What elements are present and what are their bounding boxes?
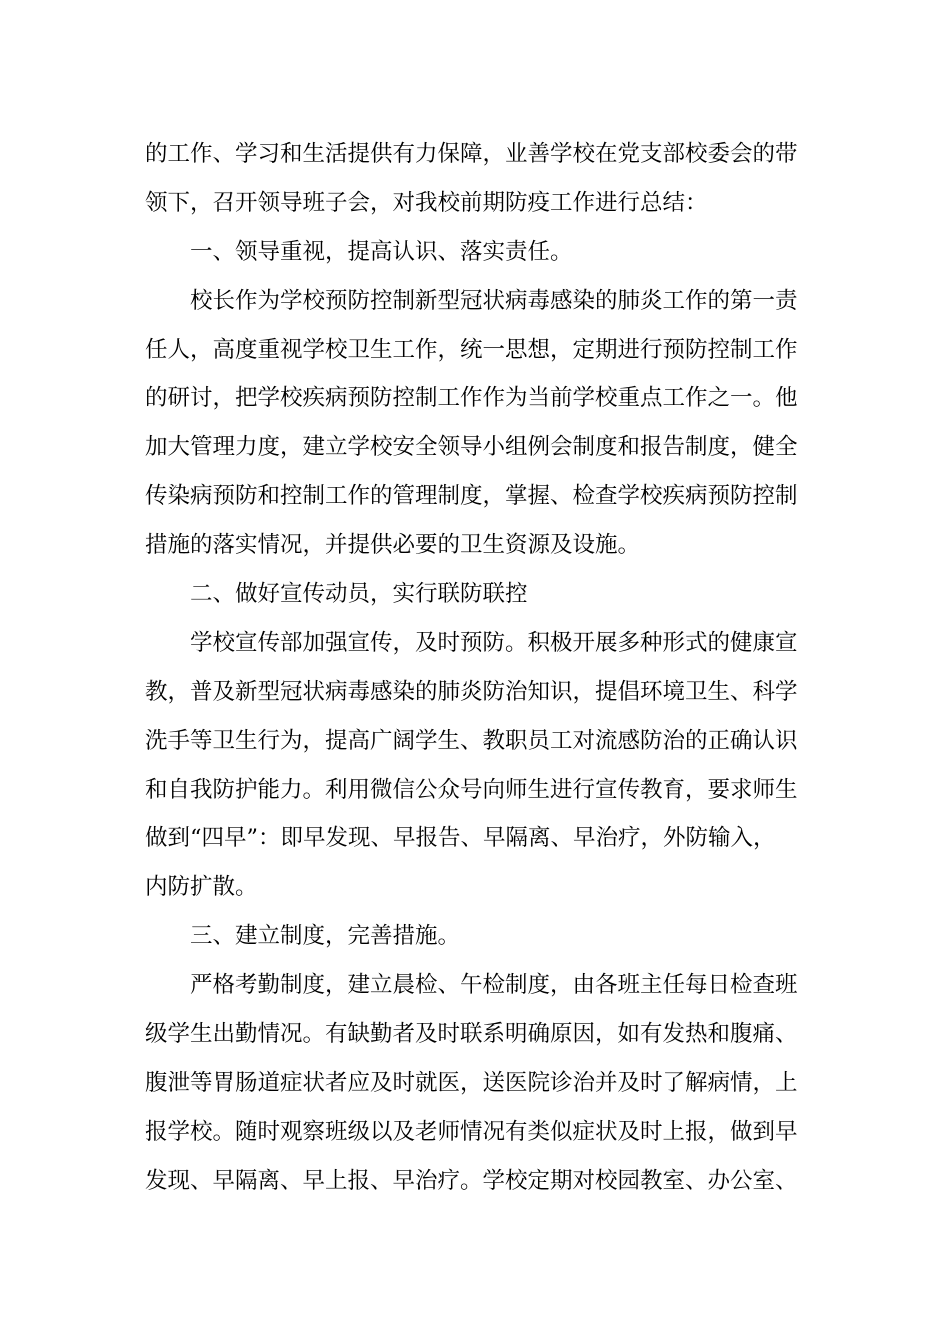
text-line-4: 校长作为学校预防控制新型冠状病毒感染的肺炎工作的第一责: [190, 287, 798, 314]
text-line-8: 传染病预防和控制工作的管理制度，掌握、检查学校疾病预防控制: [145, 483, 798, 510]
text-line-13: 洗手等卫生行为，提高广阔学生、教职员工对流感防治的正确认识: [145, 727, 798, 754]
section-heading-2: 二、做好宣传动员，实行联防联控: [190, 581, 528, 608]
text-line-9: 措施的落实情况，并提供必要的卫生资源及设施。: [145, 532, 641, 559]
text-line-15: 做到“四早”：即早发现、早报告、早隔离、早治疗，外防输入，: [145, 825, 776, 852]
text-line-22: 发现、早隔离、早上报、早治疗。学校定期对校园教室、办公室、: [145, 1167, 798, 1194]
section-heading-1: 一、领导重视，提高认识、落实责任。: [190, 238, 573, 265]
text-line-5: 任人，高度重视学校卫生工作，统一思想，定期进行预防控制工作: [145, 336, 798, 363]
text-line-18: 严格考勤制度，建立晨检、午检制度，由各班主任每日检查班: [190, 972, 798, 999]
text-line-6: 的研讨，把学校疾病预防控制工作作为当前学校重点工作之一。他: [145, 385, 798, 412]
text-line-16: 内防扩散。: [145, 874, 258, 901]
section-heading-3: 三、建立制度，完善措施。: [190, 923, 461, 950]
text-line-2: 领下，召开领导班子会，对我校前期防疫工作进行总结：: [145, 189, 708, 216]
text-line-11: 学校宣传部加强宣传，及时预防。积极开展多种形式的健康宣: [190, 629, 798, 656]
text-line-19: 级学生出勤情况。有缺勤者及时联系明确原因，如有发热和腹痛、: [145, 1021, 798, 1048]
text-line-12: 教，普及新型冠状病毒感染的肺炎防治知识，提倡环境卫生、科学: [145, 678, 798, 705]
text-line-14: 和自我防护能力。利用微信公众号向师生进行宣传教育，要求师生: [145, 776, 798, 803]
document-body: [145, 130, 807, 1206]
text-line-20: 腹泄等胃肠道症状者应及时就医，送医院诊治并及时了解病情，上: [145, 1069, 798, 1096]
text-line-21: 报学校。随时观察班级以及老师情况有类似症状及时上报，做到早: [145, 1118, 798, 1145]
text-line-7: 加大管理力度，建立学校安全领导小组例会制度和报告制度，健全: [145, 434, 798, 461]
text-line-1: 的工作、学习和生活提供有力保障，业善学校在党支部校委会的带: [145, 141, 798, 167]
